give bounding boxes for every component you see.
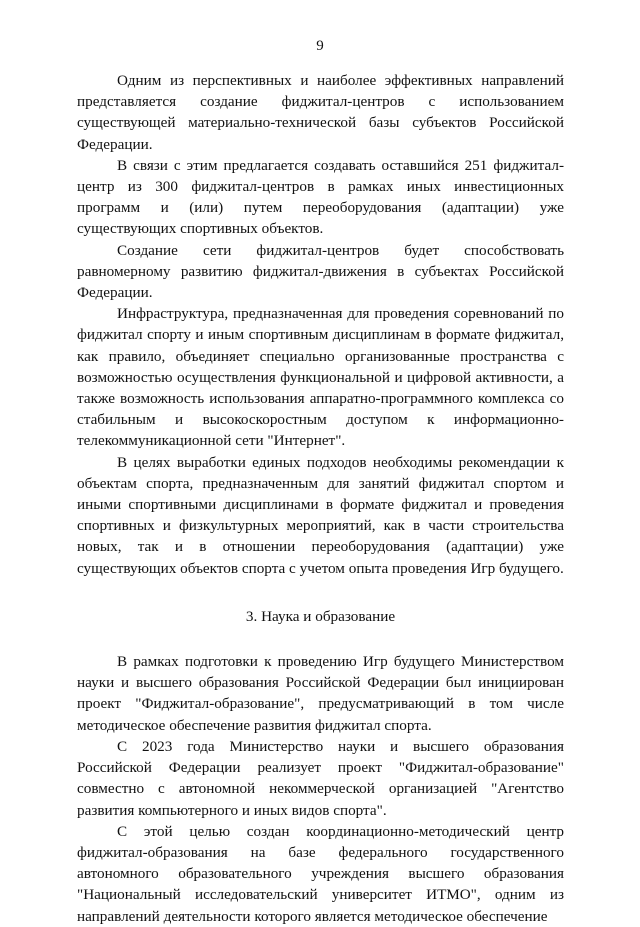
paragraph: С 2023 года Министерство науки и высшего образования Российской Федерации реализует проект "Фиджитал-образование" совместно с автономной некоммерческой организацией "Агентство развития компьютерного и иных видов спорта". <box>77 737 564 819</box>
paragraph: Одним из перспективных и наиболее эффективных направлений представляется создание фиджитал-центров с использованием существующей материально-технической базы субъектов Российской Федерации. <box>77 72 564 153</box>
paragraph: В рамках подготовки к проведению Игр будущего Министерством науки и высшего образования Российской Федерации был инициирован проект "Фиджитал-образование", предусматривающий в том числе методическое обеспечение развития фиджитал спорта. <box>77 653 564 734</box>
paragraph: В связи с этим предлагается создавать оставшийся 251 фиджитал-центр из 300 фиджитал-центров в рамках иных инвестиционных программ и (или) путем переоборудования (адаптации) уже существующих спортивных объектов. <box>77 156 564 238</box>
paragraph: Создание сети фиджитал-центров будет способствовать равномерному развитию фиджитал-движения в субъектах Российской Федерации. <box>77 241 564 302</box>
document-body <box>77 70 564 927</box>
paragraph: С этой целью создан координационно-методический центр фиджитал-образования на базе федерального государственного автономного образовательного учреждения высшего образования "Национальный исследовательский университет ИТМО", одним из направлений деятельности которого является методическое обеспечение <box>77 822 564 925</box>
paragraph: Инфраструктура, предназначенная для проведения соревнований по фиджитал спорту и иным спортивным дисциплинам в формате фиджитал, как правило, объединяет специально организованные пространства с возможностью осуществления функциональной и цифровой активности, а также возможность использования аппаратно-программного комплекса со стабильным и высокоскоростным доступом к информационно-телекоммуникационной сети "Интернет". <box>77 305 564 450</box>
page-number: 9 <box>316 38 324 54</box>
section-heading: 3. Наука и образование <box>245 607 396 625</box>
paragraph: В целях выработки единых подходов необходимы рекомендации к объектам спорта, предназначенным для занятий фиджитал спортом и иными спортивными дисциплинами в формате фиджитал и проведения спортивных и физкультурных мероприятий, как в части строительства новых, так и в отношении переоборудования (адаптации) уже существующих объектов спорта с учетом опыта проведения Игр будущего. <box>77 453 564 577</box>
